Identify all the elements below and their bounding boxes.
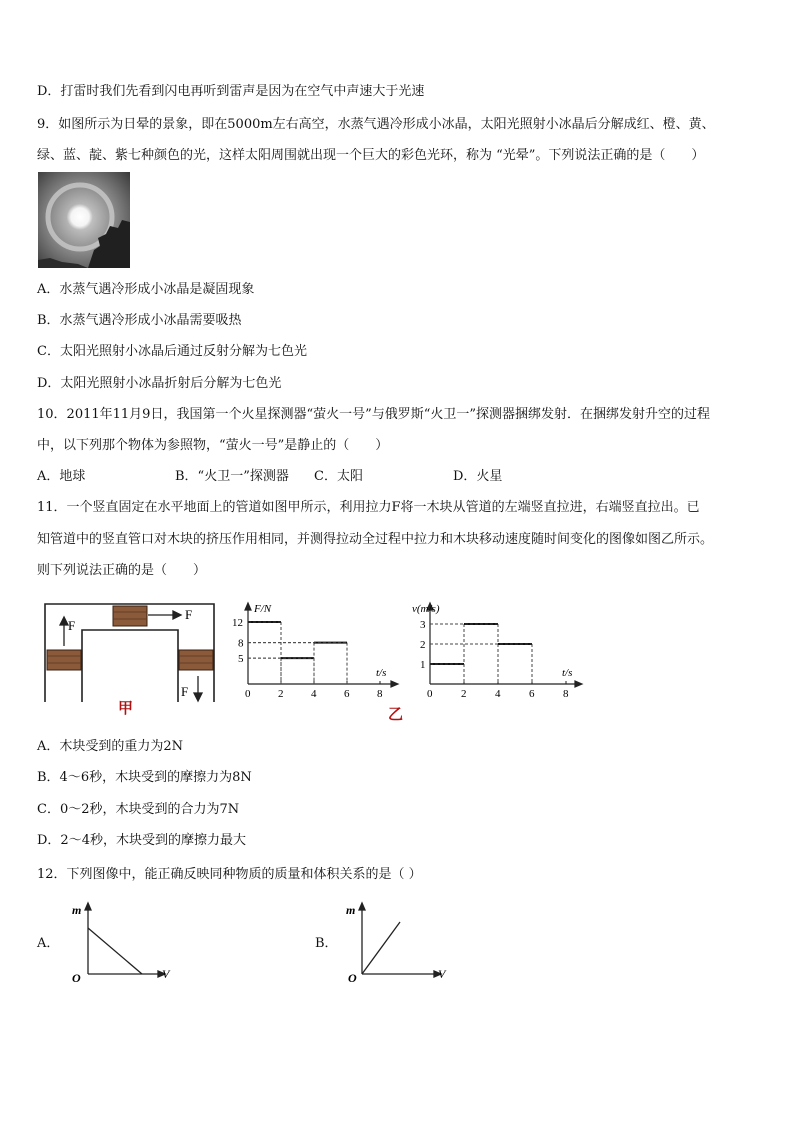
- q10-option-a: A．地球: [37, 469, 86, 484]
- q9-option-d: D．太阳光照射小冰晶折射后分解为七色光: [37, 376, 282, 391]
- force-label-top: F: [185, 607, 193, 622]
- force-label-left: F: [68, 618, 76, 633]
- q11-stem-line3: 则下列说法正确的是（ ）: [37, 563, 207, 578]
- q11-option-a: A．木块受到的重力为2N: [37, 739, 184, 754]
- q12-option-a: A．: [37, 936, 60, 951]
- force-label-right: F: [181, 684, 189, 699]
- q10-option-d: D．火星: [453, 469, 503, 484]
- force-axis-ylabel: F/N: [254, 603, 272, 615]
- q12a-axis-v: V: [162, 967, 170, 981]
- velocity-xtick-6: 6: [529, 688, 535, 700]
- force-axis-xlabel: t/s: [376, 667, 387, 679]
- figure-label-yi: 乙: [388, 705, 404, 723]
- q12-stem: 12．下列图像中，能正确反映同种物质的质量和体积关系的是（ ）: [37, 867, 422, 882]
- velocity-ytick-1: 1: [420, 659, 426, 671]
- q12b-axis-v: V: [438, 967, 446, 981]
- force-xtick-4: 4: [311, 688, 317, 700]
- q11-option-c: C．0～2秒，木块受到的合力为7N: [37, 802, 240, 817]
- q12b-axis-m: m: [346, 903, 356, 917]
- force-xtick-0: 0: [245, 688, 251, 700]
- q12-graph-a: [66, 898, 176, 984]
- sun-halo-photo: [38, 172, 130, 268]
- q11-option-d: D．2～4秒，木块受到的摩擦力最大: [37, 833, 246, 848]
- q10-stem-line1: 10．2011年11月9日，我国第一个火星探测器“萤火一号”与俄罗斯“火卫一”探测器捆绑发射．在捆绑发射升空的过程: [37, 407, 711, 422]
- q10-option-b: B．“火卫一”探测器: [175, 469, 289, 484]
- velocity-ytick-2: 2: [420, 639, 426, 651]
- q12a-axis-m: m: [72, 903, 82, 917]
- wood-block-left: [47, 650, 81, 670]
- q9-option-c: C．太阳光照射小冰晶后通过反射分解为七色光: [37, 344, 307, 359]
- q10-stem-line2: 中，以下列那个物体为参照物，“萤火一号”是静止的（ ）: [37, 438, 389, 453]
- q9-stem-line1: 9．如图所示为日晕的景象，即在5000m左右高空，水蒸气遇冷形成小冰晶，太阳光照射小冰晶后分解成红、橙、黄、: [37, 117, 715, 132]
- q12-option-b: B．: [315, 936, 338, 951]
- force-ytick-12: 12: [232, 617, 243, 629]
- q11-stem-line1: 11．一个竖直固定在水平地面上的管道如图甲所示，利用拉力F将一木块从管道的左端竖直拉进，右端竖直拉出。已: [37, 500, 700, 515]
- velocity-xtick-2: 2: [461, 688, 467, 700]
- q11-option-b: B．4～6秒，木块受到的摩擦力为8N: [37, 770, 252, 785]
- velocity-ytick-3: 3: [420, 619, 426, 631]
- wood-block-top: [113, 606, 147, 626]
- velocity-axis-ylabel: v(m/s): [412, 603, 440, 615]
- velocity-xtick-0: 0: [427, 688, 433, 700]
- q9-option-b: B．水蒸气遇冷形成小冰晶需要吸热: [37, 313, 242, 328]
- q12a-origin: O: [72, 971, 81, 984]
- figure-label-jia: 甲: [118, 699, 134, 717]
- force-ytick-8: 8: [238, 637, 244, 650]
- q9-option-a: A．水蒸气遇冷形成小冰晶是凝固现象: [37, 282, 255, 297]
- q11-stem-line2: 知管道中的竖直管口对木块的挤压作用相同，并测得拉动全过程中拉力和木块移动速度随时间变化的图像如图乙所示。: [37, 532, 714, 547]
- force-xtick-6: 6: [344, 688, 350, 700]
- velocity-xtick-4: 4: [495, 688, 501, 700]
- q10-option-c: C．太阳: [314, 469, 363, 484]
- q9-stem-line2: 绿、蓝、靛、紫七种颜色的光，这样太阳周围就出现一个巨大的彩色光环，称为 “光晕”。下列说法正确的是（ ）: [37, 148, 705, 163]
- force-time-chart: [228, 598, 408, 702]
- q12b-origin: O: [348, 971, 357, 984]
- q12-graph-b: [340, 898, 452, 984]
- velocity-time-chart: [412, 598, 594, 702]
- wood-block-right: [179, 650, 213, 670]
- force-xtick-2: 2: [278, 688, 284, 700]
- force-ytick-5: 5: [238, 653, 244, 666]
- q8-option-d: D．打雷时我们先看到闪电再听到雷声是因为在空气中声速大于光速: [37, 84, 425, 99]
- velocity-xtick-8: 8: [563, 688, 569, 700]
- velocity-axis-xlabel: t/s: [562, 667, 573, 679]
- force-xtick-8: 8: [377, 688, 383, 700]
